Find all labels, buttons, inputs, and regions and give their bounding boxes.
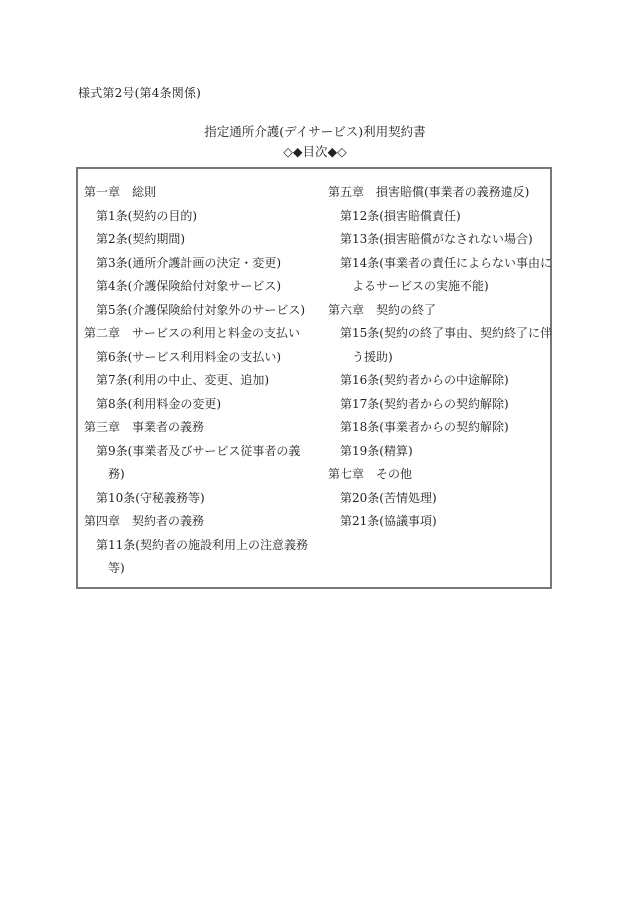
toc-article: 第14条(事業者の責任によらない事由に — [340, 255, 552, 270]
toc-article: 第19条(精算) — [340, 443, 413, 458]
toc-article: 第15条(契約の終了事由、契約終了に伴 — [340, 326, 552, 340]
toc-article: 第2条(契約期間) — [96, 232, 185, 246]
toc-article: 第12条(損害賠償責任) — [340, 208, 461, 223]
toc-article: 第9条(事業者及びサービス従事者の義 — [96, 443, 301, 458]
toc-article: 第17条(契約者からの契約解除) — [340, 396, 509, 411]
toc-article: 第10条(守秘義務等) — [96, 490, 205, 505]
toc-chapter: 第四章 契約者の義務 — [84, 514, 205, 528]
toc-chapter: 第七章 その他 — [328, 467, 413, 481]
toc-entry-continuation: 務) — [108, 467, 125, 481]
toc-left-column — [84, 181, 320, 581]
toc-entry-continuation: よるサービスの実施不能) — [352, 279, 489, 293]
form-number: 様式第2号(第4条関係) — [78, 86, 202, 100]
toc-chapter: 第六章 契約の終了 — [328, 302, 437, 317]
toc-article: 第1条(契約の目的) — [96, 208, 197, 223]
toc-article: 第21条(協議事項) — [340, 514, 437, 528]
table-of-contents-box — [76, 167, 552, 589]
toc-entry-continuation: 等) — [108, 561, 125, 575]
toc-chapter: 第二章 サービスの利用と料金の支払い — [84, 326, 301, 340]
toc-article: 第5条(介護保険給付対象外のサービス) — [96, 302, 305, 317]
toc-article: 第8条(利用料金の変更) — [96, 396, 221, 411]
toc-chapter: 第三章 事業者の義務 — [84, 420, 205, 434]
toc-article: 第13条(損害賠償がなされない場合) — [340, 232, 533, 246]
toc-heading: ◇◆目次◆◇ — [283, 144, 347, 159]
toc-entry-continuation: う援助) — [352, 349, 393, 364]
toc-article: 第11条(契約者の施設利用上の注意義務 — [96, 537, 308, 552]
toc-article: 第16条(契約者からの中途解除) — [340, 373, 509, 387]
toc-article: 第4条(介護保険給付対象サービス) — [96, 279, 281, 293]
toc-article: 第6条(サービス利用料金の支払い) — [96, 349, 281, 364]
toc-chapter: 第五章 損害賠償(事業者の義務違反) — [328, 185, 530, 199]
toc-article: 第20条(苦情処理) — [340, 490, 437, 505]
toc-article: 第7条(利用の中止、変更、追加) — [96, 373, 269, 387]
toc-article: 第18条(事業者からの契約解除) — [340, 420, 509, 434]
toc-right-column — [328, 181, 550, 534]
document-title: 指定通所介護(デイサービス)利用契約書 — [204, 124, 426, 139]
toc-article: 第3条(通所介護計画の決定・変更) — [96, 255, 281, 270]
toc-chapter: 第一章 総則 — [84, 185, 157, 199]
